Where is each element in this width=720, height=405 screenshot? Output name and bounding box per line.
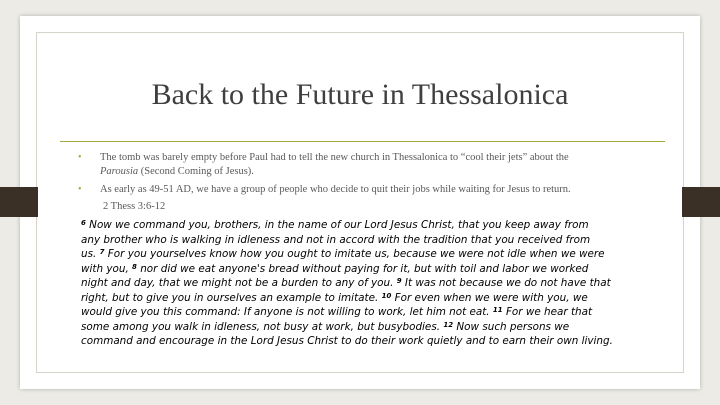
scripture-line (81, 218, 681, 233)
title-divider (60, 141, 665, 142)
slide-title: Back to the Future in Thessalonica (151, 78, 569, 111)
scripture-reference: 2 Thess 3:6-12 (103, 201, 166, 212)
bullet-icon: • (78, 152, 82, 163)
verse-text: some among you walk in idleness, not busy at work, but busybodies. (81, 320, 444, 333)
scripture-passage (81, 218, 681, 349)
scripture-line (81, 334, 681, 349)
bullet-icon: • (78, 184, 82, 195)
bullet-text: The tomb was barely empty before Paul had to tell the new church in Thessalonica to “cool their jets” about the (100, 152, 569, 163)
bullet-item-2 (78, 183, 678, 197)
verse-number: 7 (99, 248, 105, 256)
verse-text: nor did we eat anyone's bread without paying for it, but with toil and labor we worked (136, 262, 589, 275)
verse-text: For even when we were with you, we (391, 291, 588, 304)
verse-text: Now we command you, brothers, in the name of our Lord Jesus Christ, that you keep away from (85, 219, 589, 231)
verse-number: 9 (396, 277, 402, 285)
bullet-text: As early as 49-51 AD, we have a group of people who decide to quit their jobs while waiting for Jesus to return. (100, 184, 571, 195)
verse-text: right, but to give you in ourselves an example to imitate. (81, 291, 382, 304)
bullet-list (78, 151, 678, 202)
verse-text: any brother who is walking in idleness and not in accord with the tradition that you received from (81, 233, 591, 246)
scripture-line (81, 305, 681, 320)
bullet-item-1 (78, 151, 678, 178)
verse-text: would give you this command: If anyone is not willing to work, let him not eat. (81, 306, 493, 318)
bullet-italic-term: Parousia (100, 165, 139, 177)
bullet-text-continued: (Second Coming of Jesus). (138, 165, 254, 177)
verse-text: It was not because we do not have that (401, 277, 611, 289)
left-edge-tab (0, 187, 38, 217)
verse-text: For you yourselves know how you ought to imitate us, because we were not idle when we were (104, 248, 605, 260)
verse-text: us. (81, 248, 100, 260)
right-edge-tab (682, 187, 720, 217)
verse-text: night and day, that we might not be a burden to any of you. (81, 277, 397, 289)
verse-text: Now such persons we (453, 320, 570, 333)
verse-number: 8 (132, 262, 137, 271)
scripture-line (81, 262, 681, 277)
scripture-line (81, 320, 681, 335)
verse-text: command and encourage in the Lord Jesus Christ to do their work quietly and to earn their own living. (81, 335, 613, 347)
scripture-line (81, 247, 681, 262)
verse-text: with you, (81, 262, 133, 275)
verse-number: 6 (81, 219, 86, 227)
scripture-line (81, 276, 681, 291)
verse-number: 11 (492, 306, 503, 314)
verse-text: For we hear that (502, 306, 593, 318)
scripture-line (81, 291, 681, 306)
scripture-line (81, 233, 681, 248)
verse-number: 12 (443, 320, 454, 329)
verse-number: 10 (381, 291, 392, 300)
